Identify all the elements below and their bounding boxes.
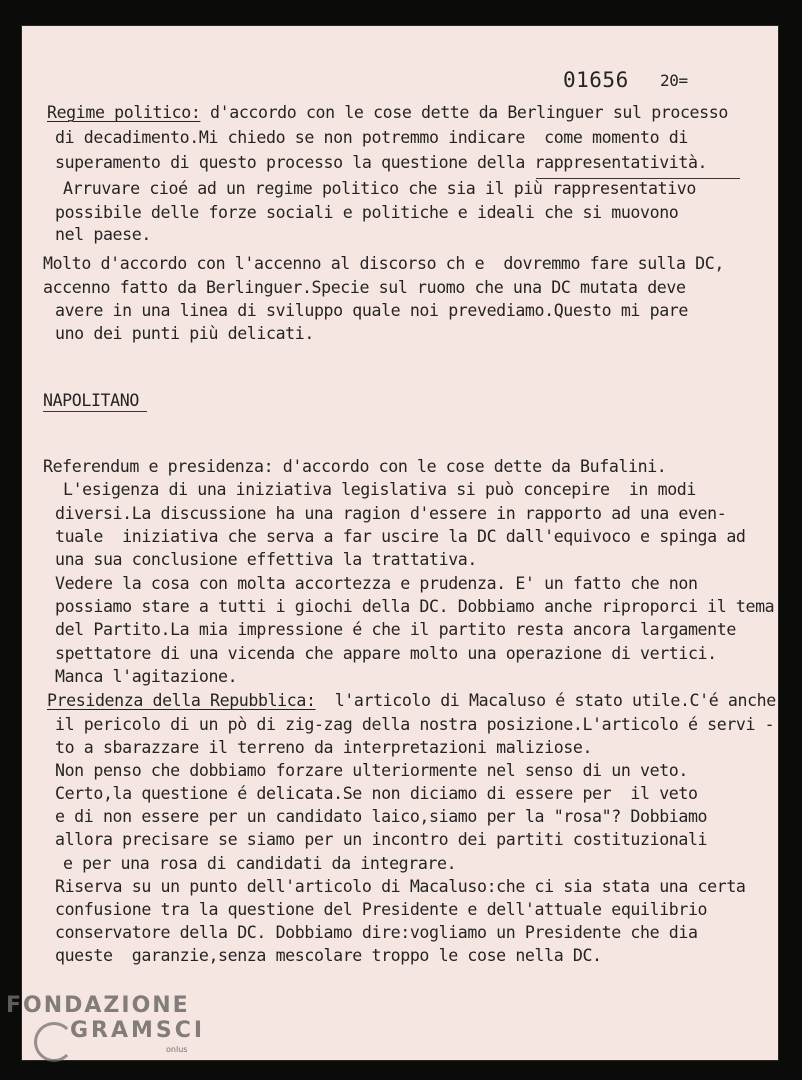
text-line: queste garanzie,senza mescolare troppo le cose nella DC. — [55, 946, 602, 965]
text-line: accenno fatto da Berlinguer.Specie sul ruomo che una DC mutata deve — [43, 278, 686, 297]
text-line — [47, 693, 776, 710]
speaker-underline — [43, 411, 147, 412]
section-heading-regime-politico: Regime politico: — [47, 103, 201, 122]
text-line: tuale iniziativa che serva a far uscire la DC dall'equivoco e spinga ad — [55, 527, 746, 546]
text-line: il pericolo di un pò di zig-zag della nostra posizione.L'articolo é servi - — [55, 715, 775, 734]
text-line: avere in una linea di sviluppo quale noi prevediamo.Questo mi pare — [55, 301, 688, 320]
text-line: allora precisare se siamo per un incontro dei partiti costituzionali — [55, 830, 708, 849]
text-line: possiamo stare a tutti i giochi della DC. Dobbiamo anche riproporci il tema — [55, 597, 775, 616]
text-line: L'esigenza di una iniziativa legislativa si può concepire in modi — [63, 480, 696, 499]
watermark-line: onlus — [166, 1045, 188, 1054]
text-line: Non penso che dobbiamo forzare ulteriormente nel senso di un veto. — [55, 761, 688, 780]
text-line: nel paese. — [55, 225, 151, 244]
text-line-segment: d'accordo con le cose dette da Berlinguer sul processo — [200, 103, 728, 122]
text-line: spettatore di una vicenda che appare molto una operazione di vertici. — [55, 644, 717, 663]
text-line-segment: l'articolo di Macaluso é stato utile.C'é anche — [315, 691, 776, 710]
text-line: Arruvare cioé ad un regime politico che sia il più rappresentativo — [63, 179, 696, 198]
text-line: possibile delle forze sociali e politiche e ideali che si muovono — [55, 203, 679, 222]
text-line: Certo,la questione é delicata.Se non diciamo di essere per il veto — [55, 784, 698, 803]
text-line — [47, 105, 728, 122]
text-line: del Partito.La mia impressione é che il partito resta ancora largamente — [55, 620, 736, 639]
document-number: 01656 — [563, 68, 629, 92]
text-line: una sua conclusione effettiva la trattativa. — [55, 550, 477, 569]
section-heading-presidenza: Presidenza della Repubblica: — [47, 691, 316, 710]
text-line: e di non essere per un candidato laico,siamo per la "rosa"? Dobbiamo — [55, 807, 708, 826]
text-line: di decadimento.Mi chiedo se non potremmo indicare come momento di — [55, 128, 688, 147]
text-line: conservatore della DC. Dobbiamo dire:vogliamo un Presidente che dia — [55, 923, 698, 942]
text-line: confusione tra la questione del Presidente e dell'attuale equilibrio — [55, 900, 708, 919]
speaker-name: NAPOLITANO — [43, 391, 139, 410]
text-line: Referendum e presidenza: d'accordo con le cose dette da Bufalini. — [43, 457, 667, 476]
text-line: Riserva su un punto dell'articolo di Macaluso:che ci sia stata una certa — [55, 877, 746, 896]
text-line: uno dei punti più delicati. — [55, 324, 314, 343]
text-line: Molto d'accordo con l'accenno al discorso ch e dovremmo fare sulla DC, — [43, 254, 724, 273]
text-line: to a sbarazzare il terreno da interpretazioni maliziose. — [55, 738, 593, 757]
text-line: Vedere la cosa con molta accortezza e prudenza. E' un fatto che non — [55, 574, 698, 593]
text-line: Manca l'agitazione. — [55, 667, 238, 686]
page-number: 20= — [660, 71, 688, 90]
text-line: diversi.La discussione ha una ragion d'essere in rapporto ad una even- — [55, 504, 727, 523]
watermark-line: GRAMSCI — [70, 1018, 206, 1043]
text-line: e per una rosa di candidati da integrare. — [63, 854, 457, 873]
watermark-line: FONDAZIONE — [6, 993, 190, 1018]
watermark — [6, 993, 205, 1054]
text-line: superamento di questo processo la questione della rappresentatività. — [55, 153, 708, 172]
